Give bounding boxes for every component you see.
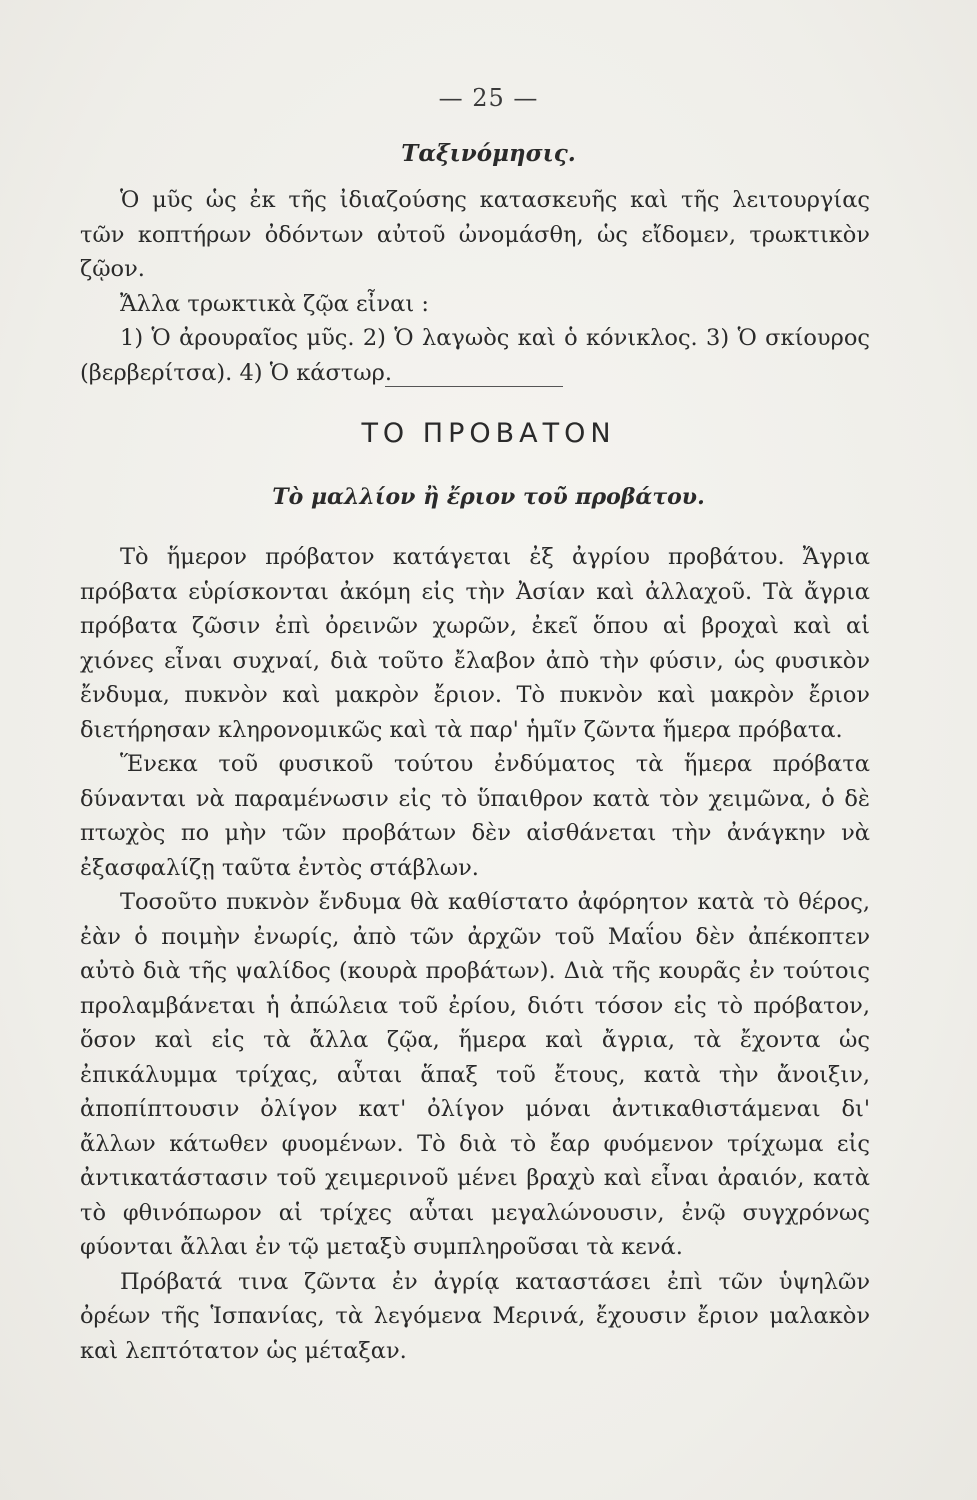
page-number: — 25 — xyxy=(438,84,539,112)
chapter-text xyxy=(80,540,870,1368)
paragraph: Ἄλλα τρωκτικὰ ζῷα εἶναι : xyxy=(120,290,429,317)
section-heading: Ταξινόμησις. xyxy=(401,140,576,167)
paragraph: Τὸ ἥμερον πρόβατον κατάγεται ἐξ ἀγρίου προβάτου. Ἄγρια πρόβατα εὑρίσκονται ἀκόμη εἰς τὴν Ἀσίαν καὶ ἀλλαχοῦ. Τὰ ἄγρια πρόβατα ζῶσιν ἐπὶ ὀρεινῶν χωρῶν, ἐκεῖ ὅπου αἱ βροχαὶ καὶ αἱ χιόνες εἶναι συχναί, διὰ τοῦτο ἔλαβον ἀπὸ τὴν φύσιν, ὡς φυσικὸν ἔνδυμα, πυκνὸν καὶ μακρὸν ἔριον. Τὸ πυκνὸν καὶ μακρὸν ἔριον διετήρησαν κληρονομικῶς καὶ τὰ παρ' ἡμῖν ζῶντα ἥμερα πρόβατα. xyxy=(80,544,870,743)
paragraph: Ὁ μῦς ὡς ἐκ τῆς ἰδιαζούσης κατασκευῆς καὶ τῆς λειτουργίας τῶν κοπτήρων ὀδόντων αὐτοῦ ὠνομάσθη, ὡς εἴδομεν, τρωκτικὸν ζῷον. xyxy=(80,187,870,282)
paragraph: 1) Ὁ ἀρουραῖος μῦς. 2) Ὁ λαγωὸς καὶ ὁ κόνικλος. 3) Ὁ σκίουρος (βερβερίτσα). 4) Ὁ κάστωρ. xyxy=(80,325,870,386)
paragraph: Ἕνεκα τοῦ φυσικοῦ τούτου ἐνδύματος τὰ ἥμερα πρόβατα δύνανται νὰ παραμένωσιν εἰς τὸ ὕπαιθρον κατὰ τὸν χειμῶνα, ὁ δὲ πτωχὸς πο μὴν τῶν προβάτων δὲν αἰσθάνεται τὴν ἀνάγκην νὰ ἐξασφαλίζῃ ταῦτα ἐντὸς στάβλων. xyxy=(80,751,870,881)
paragraph: Πρόβατά τινα ζῶντα ἐν ἀγρίᾳ καταστάσει ἐπὶ τῶν ὑψηλῶν ὀρέων τῆς Ἱσπανίας, τὰ λεγόμενα Μερινά, ἔχουσιν ἔριον μαλακὸν καὶ λεπτότατον ὡς μέταξαν. xyxy=(80,1268,870,1364)
paragraph: Τοσοῦτο πυκνὸν ἔνδυμα θὰ καθίστατο ἀφόρητον κατὰ τὸ θέρος, ἐὰν ὁ ποιμὴν ἐνωρίς, ἀπὸ τῶν ἀρχῶν τοῦ Μαΐου δὲν ἀπέκοπτεν αὐτὸ διὰ τῆς ψαλίδος (κουρὰ προβάτων). Διὰ τῆς κουρᾶς ἐν τούτοις προλαμβάνεται ἡ ἀπώλεια τοῦ ἐρίου, διότι τόσον εἰς τὸ πρόβατον, ὅσον καὶ εἰς τὰ ἄλλα ζῷα, ἥμερα καὶ ἄγρια, τὰ ἔχοντα ὡς ἐπικάλυμμα τρίχας, αὗται ἅπαξ τοῦ ἔτους, κατὰ τὴν ἄνοιξιν, ἀποπίπτουσιν ὀλίγον κατ' ὀλίγον μόναι ἀντικαθιστάμεναι δι' ἄλλων κάτωθεν φυομένων. Τὸ διὰ τὸ ἔαρ φυόμενον τρίχωμα εἰς ἀντικατάστασιν τοῦ χειμερινοῦ μένει βραχὺ καὶ εἶναι ἀραιόν, κατὰ τὸ φθινόπωρον αἱ τρίχες αὗται μεγαλώνουσιν, ἐνῷ συγχρόνως φύονται ἄλλαι ἐν τῷ μεταξὺ συμπληροῦσαι τὰ κενά. xyxy=(80,889,870,1260)
chapter-title: ΤΟ ΠΡΟΒΑΤΟΝ xyxy=(361,418,616,449)
chapter-subtitle: Τὸ μαλλίον ἢ ἔριον τοῦ προβάτου. xyxy=(272,484,705,510)
section-text xyxy=(80,183,870,390)
section-divider xyxy=(385,386,563,387)
